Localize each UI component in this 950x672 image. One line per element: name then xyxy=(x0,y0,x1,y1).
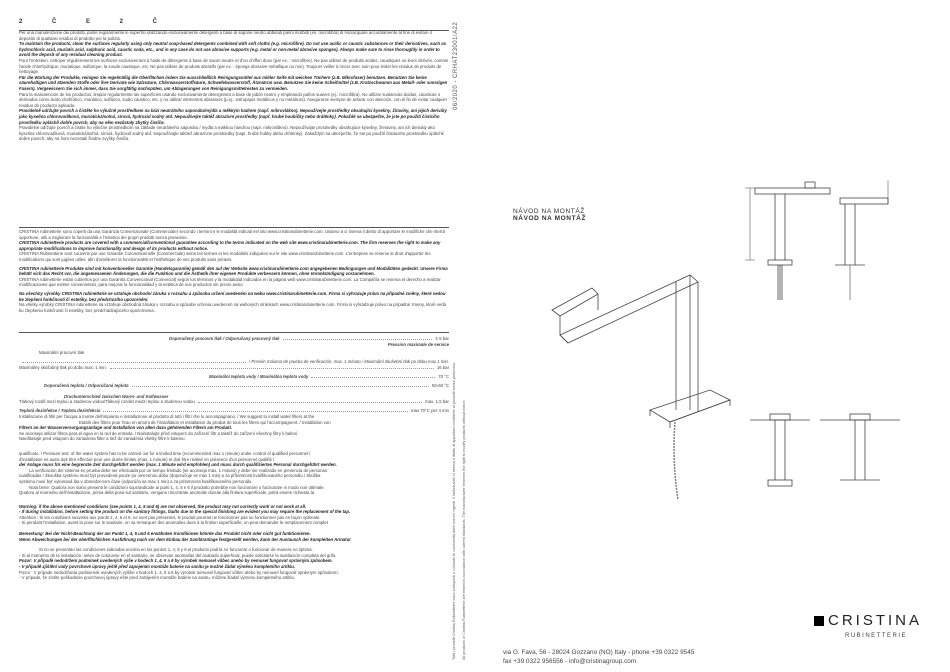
waste-drawing xyxy=(750,414,900,486)
faucet-elevation xyxy=(745,182,830,300)
divider xyxy=(19,227,449,228)
pressure-de: der Anlage muss für eine begrenzte Zeit durchgeführt werden (max. 1 Minute wird empfohlen) und muss durch qualifiziertes Personal durchgeführt werden. xyxy=(19,462,337,468)
spec-label: Teplotá dezinfekce / Teplota dezinfekcia xyxy=(19,408,101,414)
legal-text-2: All products of Cristina Rubinetterie are tested in accordance with current standards. The manufacturer reserves the right to modify products without notice. xyxy=(462,399,466,660)
pressure-test-text xyxy=(19,451,449,496)
spec-label: Maximálny skúšobný tlak po dobu max. 1 min. xyxy=(19,365,107,371)
pressure-sk: systému musí byť vykonaná iba v obmedzenom čase (odporúča sa max 1 min) a za prítomnosti kvalifikovaného personálu. xyxy=(19,478,253,484)
faucet-perspective xyxy=(552,275,730,428)
warning-en-2: - If during installation, before setting the product on the sanitary fittings, faults due to the special finishing are evident you may require the replacement of the tap. xyxy=(19,509,351,515)
document-code: 06/2020 - CRHAT23001/A22 xyxy=(453,21,459,110)
specs-section xyxy=(19,336,449,581)
warning-fr-2: - Si pendant l'installation, avant la pose sur le sanitaire, on va remarquer des anomalies dues à la finition superficielle, on peut demander le remplacement complet xyxy=(19,520,328,526)
pressure-en: qualificato. / Pressure test: of the water system has to be carried out for a limited time (recommended max 1 minute) under control of qualified personnel / xyxy=(19,450,311,456)
warning-sk-2: - V prípade, že zistíte poškodenie povrchovej úpravy ešte pred zahájením montáže batérie na sanitu, môžete žiadať výmenu kompletného artiklu. xyxy=(19,575,296,581)
spec-label: Tlakový rozdíl mezi teplou a studenou vodou/Tlakový rozdiel medzi teplou a studenou vodou xyxy=(19,399,195,405)
header-title: 2 Č E 2 Č xyxy=(19,14,449,31)
warning-sk: Pozor : V prípade nedodržania podmienok uvedených vyššie v bodoch 1, 4, 5 a 6 by výrobok nemusel fungovať vôbec alebo by nemusel fungovať správnym spôsobom. xyxy=(19,569,339,575)
pressure-es: La verificación del sistema en prueba debe ser efectuada por un tiempo limitado (se aconseja max. 1 minuto) y debe ser realizado en presencia de personas xyxy=(29,467,328,473)
warranty-de: CRISTINA rubinetterie Produkte sind mit konventioneller Garantie (Handelsgarantie) gemäß den auf der Website www.cristinarubinetterie.com angegebenen Bedingungen und Modalitäten gedeckt. Unsere Firma behält sich das Recht vor, die angemessenen Änderungen, die die Funktion und die Ästhetik ihrer eigenen Produkte verbessern können, ohne Vorankündigung vorzunehmen. xyxy=(19,265,448,277)
spec-label: Maximální teplota vody / Maximálna teplota vody xyxy=(209,373,309,379)
address xyxy=(503,649,694,666)
spec-value: max. 1,5 bar xyxy=(425,399,449,405)
warning-fr: Attention : Si les conditions susvisés aux points 1, 4, 5 et 6, ne sont pas présentes, le produit pourrait ne fonctionner pas ou fonctionner pas en façon optimale. xyxy=(19,514,321,520)
spec-value: 70 °C xyxy=(438,373,449,379)
pressure-cz: cualificadas / Zkouška systému musí být provedená pouze po omezenou dobu (doporučuje se max 1 min) a za přítomnosti kvalifikovaného personálu / Skúška xyxy=(19,473,321,479)
warning-de-2: Wenn Abweichungen bei der oberflächlichen Ausführung nach vor dem Einbau der Sanitäranlage festgestellt werden, kann der Austausch der kompletten Armatur xyxy=(19,536,351,542)
filters-it-en: Installazione di filtri per l'acqua a monte dell'impianto e installazione al prodotto di tutti i filtri che lo accompagnano. / We suggest to install water filters at the xyxy=(19,413,315,419)
care-it: Per una manutenzione dei prodotti, pulire regolarmente le superfici utilizzando esclusivamente detergenti a base di sapone neutro abbinati panni morbidi (es. microfibra) di risciacquare accuratamente al fine di evitare il deposito di qualsiasi residuo di prodotto per la pulizia. xyxy=(19,30,432,41)
spec-label: Maximální pracovní tlak xyxy=(39,349,85,355)
warranty-es: CRISTINA rubinetterie están cubiertos por una Garantía Convencional (Comercial) según los términos y la modalidad indicados en la página web www.cristinarubinetterie.com. La Compañía se reserva el derecho a realizar modificaciones que estime convenientes, para mejorar la funcionalidad y la estética de sus productos sin previo aviso. xyxy=(19,276,441,288)
filters-fr: Etablir des filtres pour l'eau en amont de l'installation et installation du produit de tous les filtres qui l'accompagnent. / Installation von xyxy=(79,419,331,425)
spec-row xyxy=(19,383,449,389)
spec-value: max 70°C per 4 min xyxy=(410,408,449,414)
warning-cz: Pozor: V případě nedodržení podmínek uvedených výše v bodech 1, 4, 5 a 6 by výrobek nemusel vůbec anebo by nemusel fungovat správným způsobem. xyxy=(19,558,333,564)
warranty-it: CRISTINA rubinetterie sono coperti da una Garanzia Convenzionale (Commerciale) secondo i termini e le modalità indicati nel sito www.cristinarubinetterie.com. Usiamo a ci riserva il diritto di apportare le modifiche che riterrà opportune, utili a migliorare la funzionalità e l'estetica dei propri prodotti senza preavviso. xyxy=(19,229,446,240)
divider xyxy=(19,332,449,333)
spec-row xyxy=(19,399,449,405)
filters-de: Filtern an der Wasserversorgungsanlage und Installation von allen dazu gehörenden Filtern am Produkt. xyxy=(19,425,233,431)
warning-text xyxy=(19,504,449,581)
note-it: Nota bene: Qualora non siano presenti le condizioni sopraindicate ai punti 1, 4, 5 e 6 il prodotto potrebbe non funzionare o funzionare in modo non ottimale. xyxy=(29,484,325,490)
spec-value: 50-60 °C xyxy=(431,382,449,388)
warning-es: Si no se presentan las condiciones indicadas encima en los puntos 1, 4, 5 y 6 el producto podría no funcionar o funcionar de manera no óptima. xyxy=(39,547,313,553)
faucet-drawing xyxy=(500,160,920,560)
pressure-fr: d'installation es aussi doit être effectué pour une durée limitée (max. 1 minute) et doit être réalisé en présence d'un personnel qualifié / xyxy=(19,456,275,462)
legal-text-1: Tutti i prodotti Cristina Rubinetterie sono sottoposti a collaudo in conformità delle norme vigenti. Il fabbricante si riserva il diritto di apportare modifiche ai prodotti senza preavviso. xyxy=(452,361,456,660)
care-es: Para la manutención de los productos, limpiar regularmente las superficies usando exclusivamente detergentes a base de jabón neutro y empleando paños suaves (ej.: microfibra). No utilizar sustancias ácidas, cáusticas o derivados como ácido clorhídrico, muriático, sulfúrico, sodio cáustico, etc. y no utilizar elementos abrasivos (p.ej.: estropajos metálicos y no metálicos). Asegurarse siempre de aclarar con atención, con el fin de evitar cualquier residuo de producto aplicado. xyxy=(19,91,448,108)
filters-sk: Nainštalujte pred vstupom do zariadenia filter a tiež do zariadenia všetky filtre k baleniu. xyxy=(19,436,186,442)
spec-label: Druckunterschied zwischen Warm- und Kaltwasser xyxy=(64,393,169,399)
care-section xyxy=(19,30,449,142)
warranty-fr: CRISTINA Rubinetterie sont couverts par une Garantie Conventionnelle (Commerciale) selon les termes et les modalités indiquées sur le site www.cristinarubinetterie.com. L'entreprise se réserve le droit d'apporter les modifications qui sont jugées utiles, afin d'améliorer la fonctionnalité et l'esthétique de ses produits sans préavis. xyxy=(19,251,431,262)
spec-row xyxy=(19,374,449,380)
warning-de: Bemerkung: Bei der Nicht-Beachtung der am Punkt 1, 4, 5 und 6 erwähnten Konditionen könnte das Produkt nicht oder nicht gut funktionieren. xyxy=(19,531,311,537)
warranty-en: CRISTINA rubinetterie products are covered with a commercial/conventional guarantee according to the terms indicated on the web site www.cristinarubinetterie.com. The firm reserves the right to make any appropriate modifications to improve functionality and design of its products without notice. xyxy=(19,240,441,251)
care-de: Für die Wartung der Produkte, reinigen Sie regelmäßig die Oberflächen indem Sie ausschließlich Reinigungsmittel aus milder Seife mit weichen Tüchern (z.B. Mikrofaser) benutzen. Benutzen Sie keine säurehaltigen und ätzenden Stoffe oder ihre Derivate wie Salzsäure, Chlorwasserstoffsäure, Schwefelwasserstoff, Ätznatron usw. Benutzen Sie keine Scheifmittel (z.B. Kratzschwamm aus Metall- oder sonstigen Fasern). Vergewissern Sie sich immer, dass Sie sorgfältig nachspülen, um Ablagerungen von Reinigungsmittelresten zu vermeiden. xyxy=(19,74,448,91)
faucet-side xyxy=(835,180,888,300)
spec-row xyxy=(19,342,449,348)
warranty-sk: Na všetky výrobky CRISTINA rubinetterie sa vzťahuje obchodná záruka v rozsahu a spôsobe určenia uvedenom na webových stránkach www.cristinarubinetterie.com. Firma si vyhradzuje právo na prípadné zmeny, ktoré vedú ku zlepšeniu funkčnosti či estetiky, bez predchádzajúceho upozornenia. xyxy=(19,302,447,313)
hose xyxy=(674,422,678,500)
care-en: To maintain the products, clean the surfaces regularly using only neutral soap-based detergents combined with soft cloths (e.g. microfibre). Do not use acidic or caustic substances or their derivatives, such as hydrochloric acid, muriatic acid, sulphuric acid, caustic soda, etc., and in any case do not use abrasive supports (e.g. metal or non-metal abrasive sponges). Always make sure to rinse thoroughly in order to avoid the deposit of any residual cleaning product. xyxy=(19,41,447,58)
address-line-2: fax +39 0322 956556 - info@cristinagroup.com xyxy=(503,657,637,665)
filters-es-cz: Se aconseja utilizar filtros para el agua en la red de entrada. / Nainstalujte před vstupem do zařízení filtr a taktéž do zařízení všechny filtry k balení. xyxy=(19,430,299,436)
spec-row xyxy=(19,365,449,371)
filters-text xyxy=(19,414,449,442)
warning-cz-2: - V případě zjištění vady povrchové úpravy ještě před zapojením montáže baterie na sanitu je možné žádat výměnu kompletního artiklu. xyxy=(19,564,296,570)
note-it-2: Qualora al momento dell'installazione, prima della posa sul sanitario, vengano riscontrate anomalie dovute alla finitura superficiale, potrà essere richiesta la xyxy=(19,490,315,496)
spec-label: Pression maximale de service xyxy=(387,341,449,347)
spec-label: Doporučený pracovní tlak / Odporučaný pracovný tlak xyxy=(169,336,280,341)
brand-logo xyxy=(814,612,922,629)
care-sk: Pravidelne udržujte povrch a čistite ho výlučne prostriedkom na základe neutrálneho saponátu / mydla a mäkkou handrou (napr. mikrovlákno). Nepoužívajte prostriedky obsahujúce kyseliny, žieraviny, ani ich deriváty ako kyselina chlorovodíková, muriatická/soľná, sírová, hydroxid sodný atď. Nepoužívajte taktiež abrazívne prostriedky (napr. hrubé hubky alebo drôtenky). Zakaždým sa ubezpečte, že ste po použití čistiaceho prostriedku opláchli dobre povrch, aby na ňom nezostali žiadne zvyšky čističa. xyxy=(19,125,444,142)
spec-row xyxy=(19,350,449,356)
brand-name: CRISTINA xyxy=(828,612,923,629)
spec-value: 16 bar xyxy=(436,365,449,371)
brand-subtitle: RUBINETTERIE xyxy=(845,633,908,639)
install-title-line: NÁVOD NA MONTÁŽ xyxy=(513,208,585,215)
warranty-cz: Na všechny výrobky CRISTINA rubinetterie se vztahuje obchodní záruka v rozsahu a způsobu určení uvedeném na webu www.cristinarubinetterie.com. Firma si vyhrazuje právo na případné změny, které vedou ke zlepšení funkčnosti či estetiky, bez předchozího upozornění. xyxy=(19,290,446,302)
spec-label: Doporučená teplota / Odporúčaná teplota xyxy=(44,382,129,388)
logo-square-icon xyxy=(814,616,824,626)
care-cz: Pravidelně udržujte povrch a čistěte ho výlučně prostředkem na bázi neutrálního saponátu/mýdla a měkkým hadrem (např. mikrovlákno). Nepoužívejte prostředky obsahující kyseliny, žíraviny, ani jejich deriváty jako kyselina chlorovodíková, muriatická/solná, sírová, hydroxid sodný atd. Nepoužívejte taktéž abrazivní prostředky (např. hrubé houbičky nebo drátěnky). Pokaždé se ubezpečte, že jste po použití čisticího prostředku opláchli dobře povrch, aby na něm nezůstaly zbytky čističe. xyxy=(19,108,447,125)
spec-label: / Presión máxima de prueba de verificación, max. 1 minuto / Maximální zkušební tlak po dobu max 1 min. xyxy=(248,359,449,365)
warranty-section xyxy=(19,229,449,313)
address-line-1: via G. Fava, 56 - 28024 Gozzano (NO) Italy - phone +39 0322 9545 xyxy=(503,649,695,656)
care-fr: Pour l'entretien, nettoyer régulièrement les surfaces exclusivement à l'aide de détergents à base de savon neutre et d'un chiffon doux (par ex. : microfibre). Ne pas utiliser de produits acides, caustiques ou leurs dérivés, comme l'acide chlorhydrique, muriatique, sulfurique, la soude caustique, etc. Ne pas utiliser de produits abrasifs (par ex. : éponge abrasive métallique ou non). Toujours veiller à rincer avec soin pour éviter les résidus de produits de nettoyage. xyxy=(19,57,449,75)
install-title-line-bold: NÁVOD NA MONTÁŽ xyxy=(513,215,587,222)
warning-es-2: - Si al momento de la instalación, antes de colocarse en el sanitario, se observan anomalías del acabado superficial, puede solicitarse la sustitución completa del grifo. xyxy=(19,552,337,558)
warning-en: Warning: if the above mentioned conditions (see points 1, 4, 5 and 6) are not observed, the product may not correctly work or not work at all. xyxy=(19,503,307,509)
spec-value: 1-5 bar xyxy=(435,336,449,341)
